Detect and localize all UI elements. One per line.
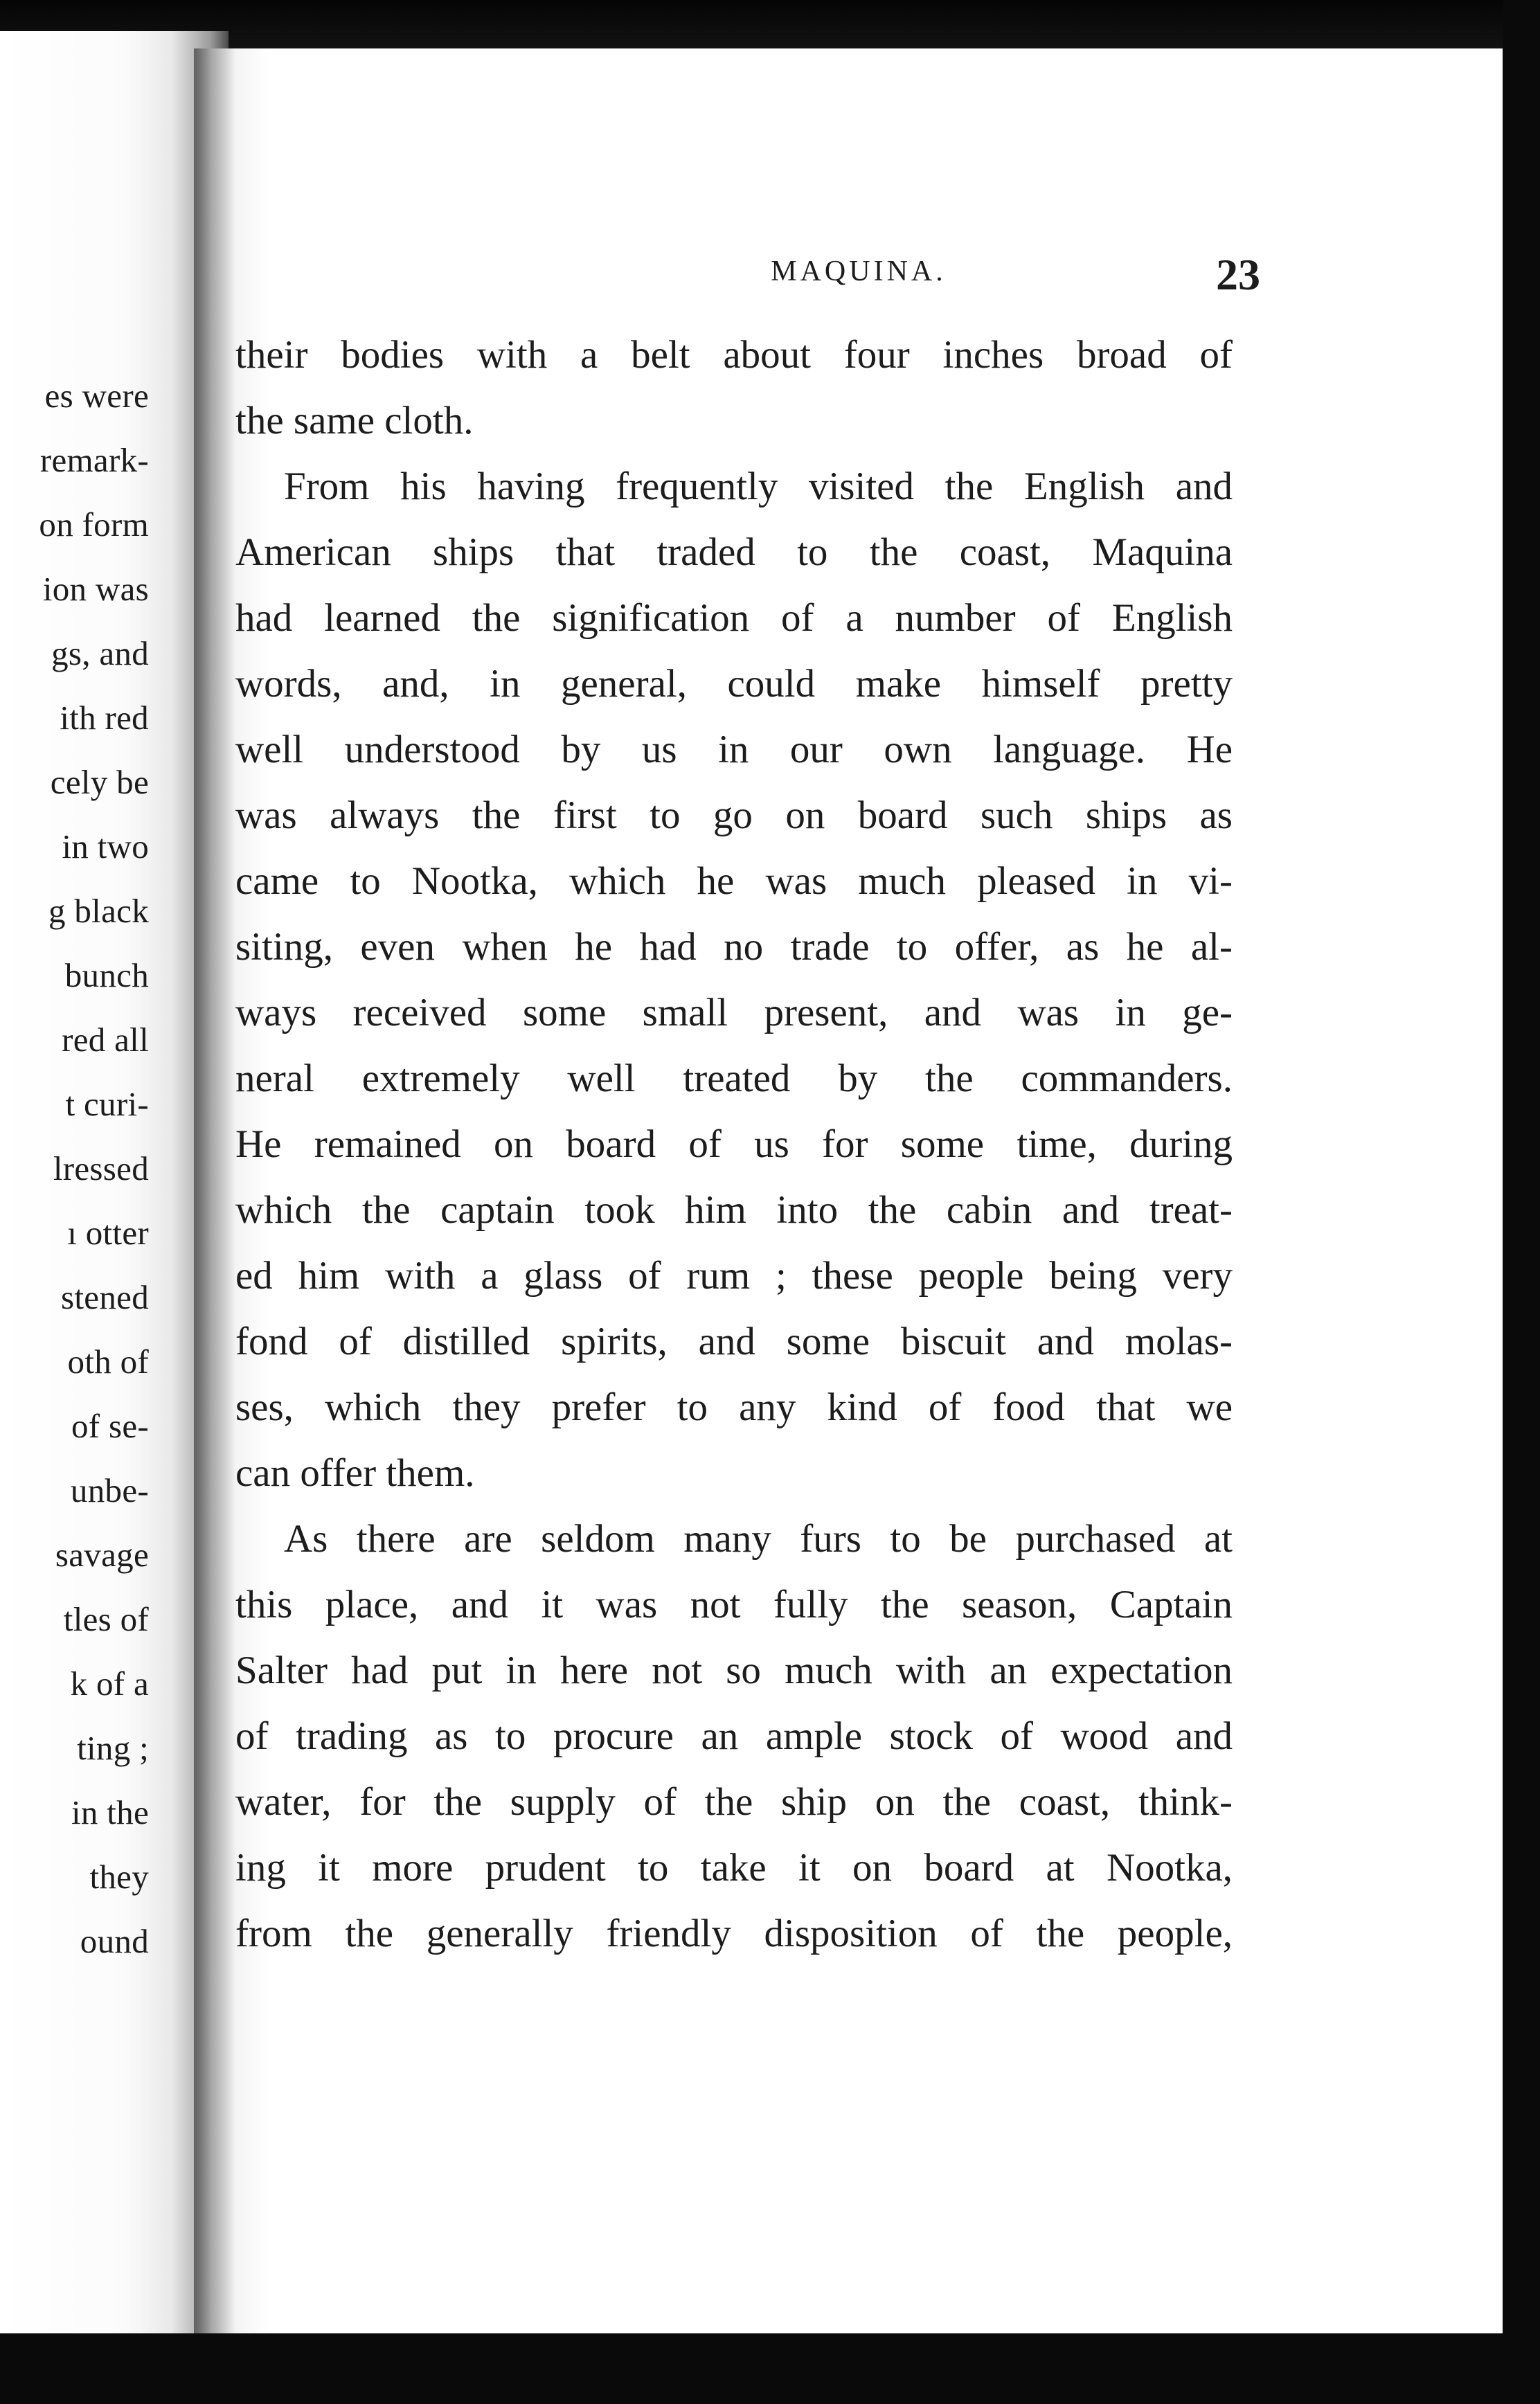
scan-border-top <box>0 0 1540 55</box>
text-line: fond of distilled spirits, and some biscuit and molas- <box>235 1320 1233 1363</box>
text-line: can offer them. <box>235 1451 475 1495</box>
body-text <box>235 322 1233 1966</box>
paragraph-first-line: From his having frequently visited the English and <box>284 465 1233 508</box>
facing-line: tles of <box>63 1600 149 1638</box>
facing-line: in the <box>71 1793 149 1831</box>
facing-line: savage <box>55 1536 149 1574</box>
facing-line: unbe- <box>70 1471 149 1509</box>
running-head: MAQUINA. <box>771 255 947 287</box>
facing-line: in two <box>62 827 149 865</box>
facing-line: g black <box>48 892 149 930</box>
text-line: ways received some small present, and was in ge- <box>235 991 1233 1034</box>
facing-line: gs, and <box>51 634 149 672</box>
text-line: Salter had put in here not so much with an expectation <box>235 1649 1233 1692</box>
gutter-shadow <box>194 48 235 2340</box>
text-line: ses, which they prefer to any kind of food that we <box>235 1385 1233 1429</box>
facing-line: red all <box>62 1021 149 1059</box>
facing-line: on form <box>39 505 149 544</box>
facing-line: t curi- <box>65 1085 149 1123</box>
facing-line: cely be <box>50 763 149 801</box>
scan-border-right <box>1503 0 1540 2404</box>
facing-line: ı otter <box>67 1214 149 1252</box>
facing-line: ting ; <box>77 1729 149 1767</box>
text-line: water, for the supply of the ship on the coast, think- <box>235 1780 1233 1824</box>
text-line: well understood by us in our own language. He <box>235 728 1233 771</box>
text-line: had learned the signification of a number of English <box>235 596 1233 640</box>
text-line: ed him with a glass of rum ; these people being very <box>235 1254 1233 1298</box>
facing-line: lressed <box>53 1149 149 1187</box>
text-line: this place, and it was not fully the season, Captain <box>235 1583 1233 1626</box>
text-line: words, and, in general, could make himself pretty <box>235 662 1233 706</box>
facing-line: bunch <box>64 956 149 994</box>
facing-line: they <box>89 1858 149 1896</box>
text-line: their bodies with a belt about four inches broad of <box>235 333 1233 377</box>
facing-line: ith red <box>60 699 149 737</box>
facing-page-text <box>0 364 149 1973</box>
text-line: of trading as to procure an ample stock of wood and <box>235 1714 1233 1758</box>
facing-line: ion was <box>42 570 149 608</box>
text-line: ing it more prudent to take it on board at Nootka, <box>235 1846 1233 1890</box>
text-line: American ships that traded to the coast, Maquina <box>235 530 1233 574</box>
facing-line: remark- <box>39 441 149 479</box>
text-line: which the captain took him into the cabin and treat- <box>235 1188 1233 1232</box>
text-line: was always the first to go on board such ships as <box>235 793 1233 837</box>
text-line: neral extremely well treated by the commanders. <box>235 1057 1233 1100</box>
paragraph-first-line: As there are seldom many furs to be purchased at <box>284 1517 1233 1561</box>
facing-line: oth of <box>67 1343 149 1381</box>
text-line: He remained on board of us for some time, during <box>235 1122 1233 1166</box>
facing-line: k of a <box>70 1665 149 1703</box>
text-line: from the generally friendly disposition of the people, <box>235 1912 1233 1955</box>
scan-border-bottom <box>0 2333 1540 2404</box>
facing-line: of se- <box>71 1407 149 1445</box>
facing-line: es were <box>44 377 149 415</box>
page-number: 23 <box>1216 250 1260 299</box>
facing-line: stened <box>61 1278 149 1316</box>
book-page <box>194 48 1510 2340</box>
text-line: the same cloth. <box>235 399 474 442</box>
text-line: came to Nootka, which he was much pleased in vi- <box>235 859 1233 903</box>
facing-line: ound <box>80 1922 149 1960</box>
text-line: siting, even when he had no trade to offer, as he al- <box>235 925 1233 969</box>
